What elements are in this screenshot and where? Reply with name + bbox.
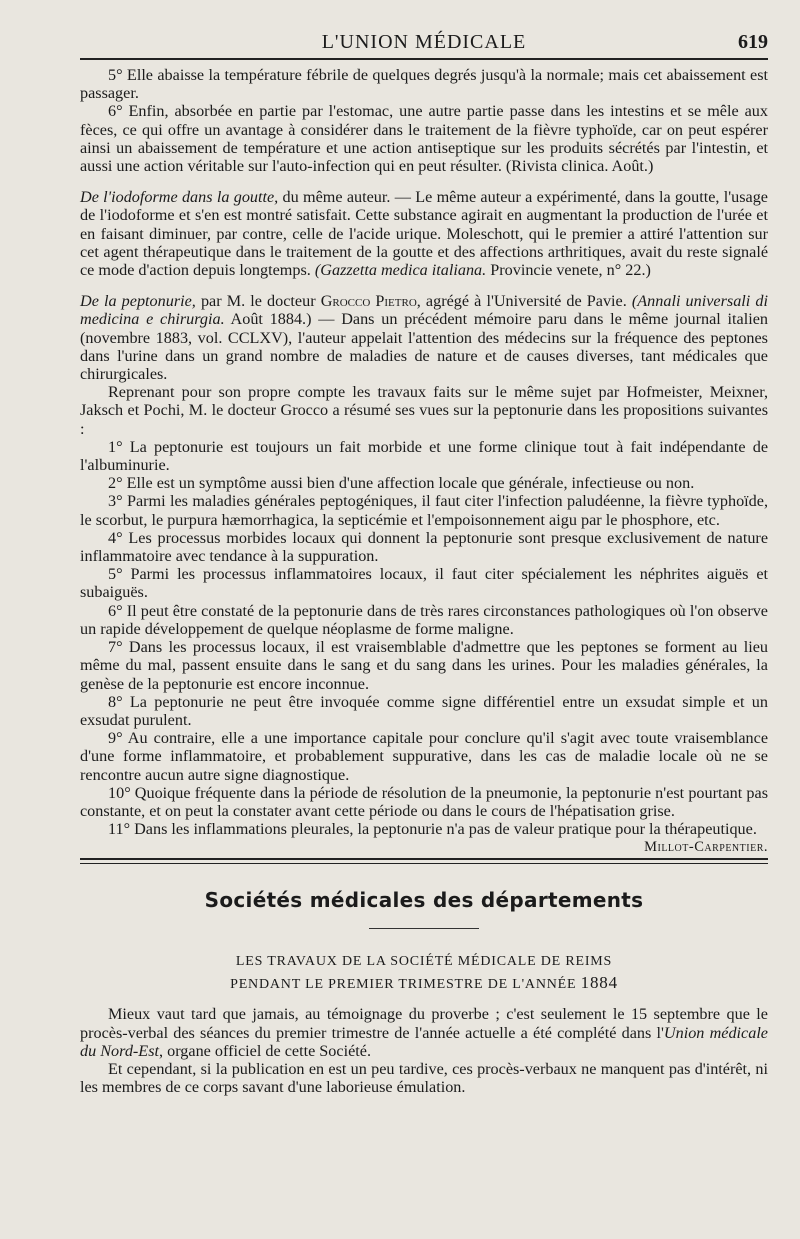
iodoform-title: De l'iodoforme dans la goutte,	[80, 188, 279, 207]
peptonurie-section	[80, 292, 768, 856]
header-rule	[80, 58, 768, 60]
page-number: 619	[738, 31, 768, 53]
reims-body	[80, 1005, 768, 1096]
iodoform-paragraph	[80, 188, 768, 279]
peptonurie-author: Grocco Pietro	[320, 292, 417, 311]
section-heading: Sociétés médicales des départements	[204, 888, 644, 913]
peptonurie-author-prefix: par M. le docteur	[195, 292, 321, 311]
proposition-text: 11° Dans les inflammations pleurales, la peptonurie n'a pas de valeur pratique pour la thérapeutique.	[108, 820, 757, 839]
proposition-item: 1° La peptonurie est toujours un fait morbide et une forme clinique tout à fait indépendante de l'albuminurie.	[80, 437, 768, 475]
iodoform-section	[80, 188, 768, 279]
section-divider	[80, 858, 768, 864]
iodoform-source: (Gazzetta medica italiana.	[314, 261, 487, 280]
intro-item: 5° Elle abaisse la température fébrile de quelques degrés jusqu'à la normale; mais cet abaissement est passager.	[80, 66, 768, 103]
proposition-item: 2° Elle est un symptôme aussi bien d'une affection locale que générale, infectieuse ou non.	[108, 474, 695, 493]
peptonurie-text1: , agrégé à l'Université de Pavie.	[416, 292, 632, 311]
heading-rule	[369, 928, 479, 929]
proposition-item: 4° Les processus morbides locaux qui donnent la peptonurie sont presque exclusivement de nature inflammatoire avec tendance à la suppuration.	[80, 528, 768, 566]
proposition-item-last	[80, 820, 768, 856]
proposition-item: 10° Quoique fréquente dans la période de résolution de la pneumonie, la peptonurie n'est pourtant pas constante, et on peut la constater avant cette période ou dans le cours de l'hépatisation grise.	[80, 783, 768, 820]
subsection-heading	[80, 951, 768, 995]
proposition-item: 5° Parmi les processus inflammatoires locaux, il faut citer spécialement les néphrites aiguës et subaiguës.	[80, 565, 768, 602]
peptonurie-title: De la peptonurie,	[80, 292, 196, 311]
iodoform-source-tail: Provincie venete, n° 22.)	[486, 261, 651, 280]
subsection-heading-line1: LES TRAVAUX DE LA SOCIÉTÉ MÉDICALE DE REIMS	[235, 954, 613, 970]
subsection-year: 1884	[580, 973, 618, 993]
reims-p1-b: , organe officiel de cette Société.	[159, 1041, 371, 1060]
peptonurie-text2: Août 1884.) — Dans un précédent mémoire paru dans le même journal italien (novembre 1883, vol. CCLXV), l'auteur appelait l'attention des médecins sur la fréquence des peptones dans l'urine dans un grand nombre de maladies de nature et de causes diverses, tant médicales que chirurgicales.	[80, 310, 768, 384]
author-signature: Millot-Carpentier.	[644, 839, 768, 856]
article-body	[80, 66, 768, 856]
subsection-heading-line2-text: PENDANT LE PREMIER TRIMESTRE DE L'ANNÉE	[230, 977, 581, 993]
proposition-item: 9° Au contraire, elle a une importance capitale pour conclure qu'il s'agit avec toute vraisemblance d'une forme inflammatoire, et probablement suppurative, dans les cas de maladie locale où ne se rencontre aucun autre signe diagnostique.	[80, 729, 768, 784]
reims-journal: Union médicale du Nord-Est	[80, 1023, 768, 1060]
proposition-item: 6° Il peut être constaté de la peptonurie dans de très rares circonstances pathologiques où l'on observe un rapide développement de quelque néoplasme de forme maligne.	[80, 601, 768, 638]
reims-paragraph-1	[80, 1005, 768, 1060]
running-header	[80, 28, 768, 58]
peptonurie-reprise: Reprenant pour son propre compte les travaux faits sur le même sujet par Hofmeister, Meixner, Jaksch et Pochi, M. le docteur Grocco a résumé ses vues sur la peptonurie dans les propositions suivantes :	[80, 383, 768, 438]
iodoform-text: du même auteur. — Le même auteur a expérimenté, dans la goutte, l'usage de l'iodoforme et s'en est montré satisfait. Cette substance agirait en augmentant la production de l'urée et en faisant diminuer, par contre, celle de l'acide urique. Moleschott, qui le premier a attiré l'attention sur cet agent thérapeutique dans le traitement de la goutte et des affections arthritiques, avait du reste signalé ce mode d'action depuis longtemps.	[80, 188, 768, 280]
proposition-item: 8° La peptonurie ne peut être invoquée comme signe différentiel entre un exsudat simple et un exsudat purulent.	[80, 692, 768, 729]
subsection-heading-line2	[80, 972, 768, 995]
peptonurie-paragraph	[80, 292, 768, 383]
reims-p1-a: Mieux vaut tard que jamais, au témoignage du proverbe ; c'est seulement le 15 septembre que le procès-verbal des séances du premier trimestre de l'année actuelle a été complété dans l'	[80, 1005, 768, 1042]
journal-title: L'UNION MÉDICALE	[321, 31, 527, 53]
proposition-item: 7° Dans les processus locaux, il est vraisemblable d'admettre que les peptones se forment au lieu même du mal, passent ensuite dans le sang et du sang dans les urines. Pour les maladies générales, la genèse de la peptonurie est encore inconnue.	[80, 638, 768, 693]
intro-item: 6° Enfin, absorbée en partie par l'estomac, une autre partie passe dans les intestins et se mêle aux fèces, ce qui offre un avantage à considérer dans le traitement de la fièvre typhoïde, car on peut espérer ainsi un abaissement de température et une action antiseptique sur les produits sécrétés par l'intestin, et aussi une action véritable sur l'auto-infection qui en peut résulter. (Rivista clinica. Août.)	[80, 102, 768, 176]
proposition-item: 3° Parmi les maladies générales peptogéniques, il faut citer l'infection paludéenne, la fièvre typhoïde, le scorbut, le purpura hæmorrhagica, la septicémie et l'empoisonnement aigu par le phosphore, etc.	[80, 492, 768, 529]
peptonurie-journal: (Annali universali di medicina e chirurgia.	[80, 292, 768, 329]
reims-paragraph-2: Et cependant, si la publication en est un peu tardive, ces procès-verbaux ne manquent pas d'intérêt, ni les membres de ce corps savant d'une laborieuse émulation.	[80, 1059, 768, 1097]
